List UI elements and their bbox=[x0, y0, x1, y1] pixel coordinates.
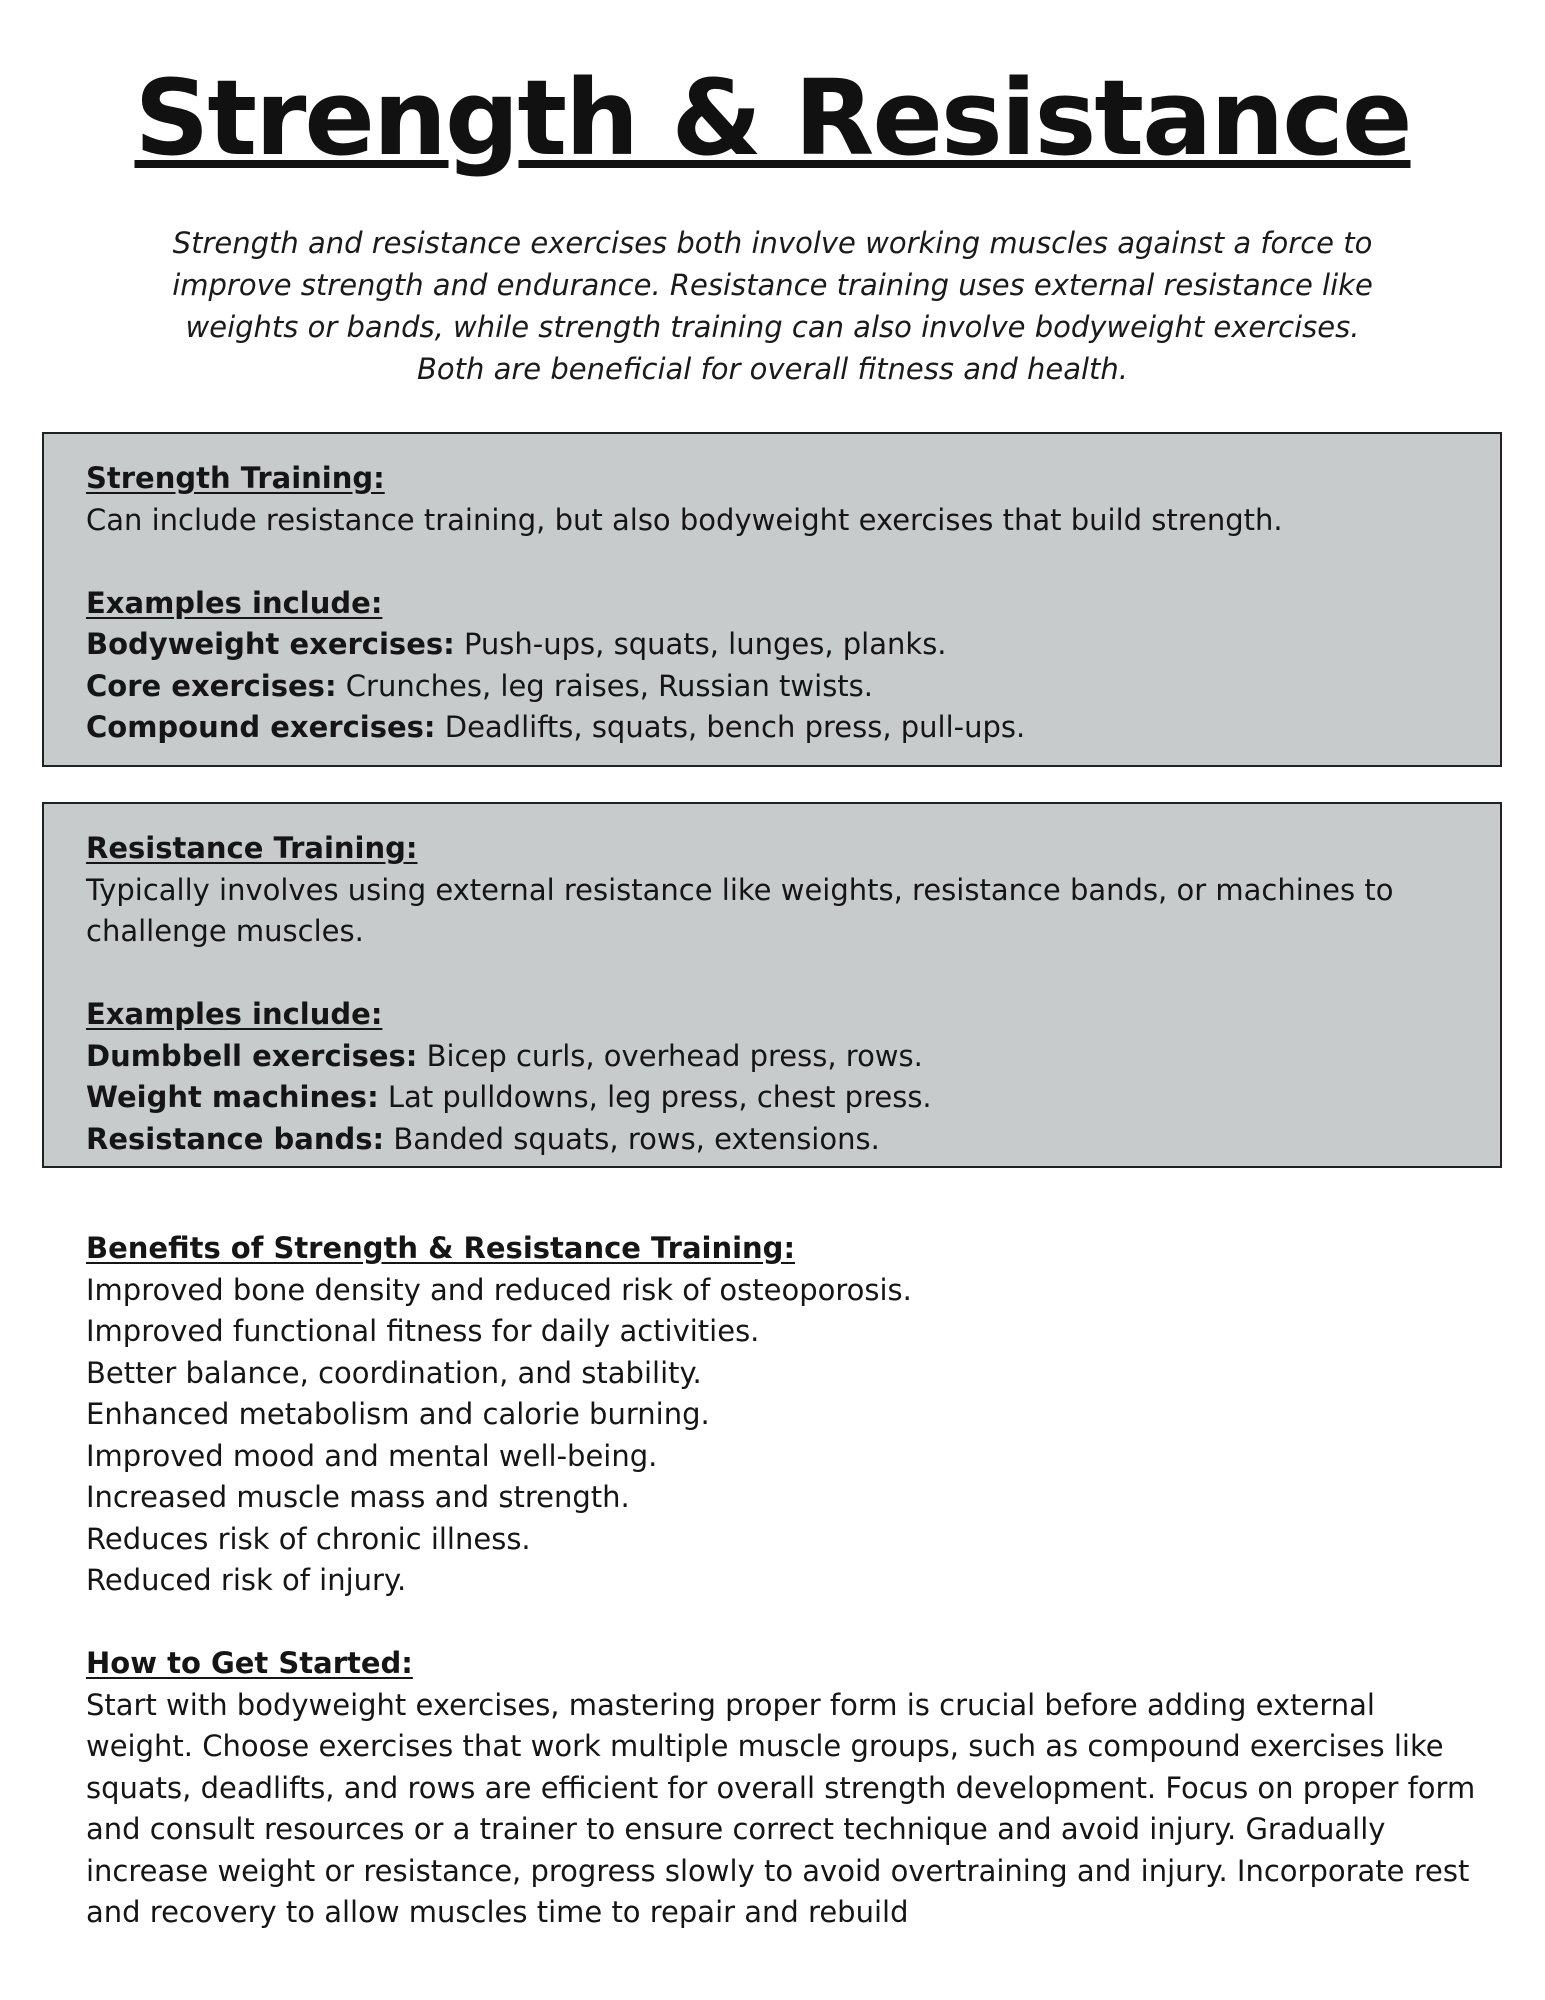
example-text: Deadlifts, squats, bench press, pull-ups. bbox=[444, 710, 1026, 744]
example-label: Dumbbell exercises: bbox=[86, 1038, 418, 1073]
getting-started-heading: How to Get Started: bbox=[86, 1646, 413, 1680]
benefit-item: Improved mood and mental well-being. bbox=[86, 1438, 658, 1473]
example-label: Weight machines: bbox=[86, 1080, 379, 1114]
benefit-item: Better balance, coordination, and stability. bbox=[86, 1355, 702, 1390]
benefit-item: Reduces risk of chronic illness. bbox=[86, 1521, 531, 1556]
strength-training-box bbox=[42, 432, 1502, 767]
benefit-item: Improved functional fitness for daily activities. bbox=[86, 1314, 760, 1348]
benefits-section bbox=[86, 1228, 1486, 1602]
example-text: Lat pulldowns, leg press, chest press. bbox=[387, 1080, 932, 1114]
example-item bbox=[86, 1119, 1458, 1161]
strength-training-heading: Strength Training: bbox=[86, 461, 385, 495]
resistance-training-box bbox=[42, 802, 1502, 1168]
example-label: Resistance bands: bbox=[86, 1121, 385, 1156]
example-text: Crunches, leg raises, Russian twists. bbox=[345, 668, 874, 703]
example-label: Compound exercises: bbox=[86, 710, 436, 744]
getting-started-text: Start with bodyweight exercises, mastering proper form is crucial before adding external weight. Choose exercises that work multiple muscle groups, such as compound exercises like squats, deadlifts, and rows are efficient for overall strength development. Focus on proper form and consult resources or a trainer to ensure correct technique and avoid injury. Gradually increase weight or resistance, progress slowly to avoid overtraining and injury. Incorporate rest and recovery to allow muscles time to repair and rebuild bbox=[86, 1687, 1476, 1929]
benefit-item: Improved bone density and reduced risk of osteoporosis. bbox=[86, 1272, 912, 1307]
intro-paragraph: Strength and resistance exercises both involve working muscles against a force to improve strength and endurance. Resistance training uses external resistance like weights or bands, while strength training can also involve bodyweight exercises. Both are beneficial for overall fitness and health. bbox=[172, 226, 1373, 386]
example-label: Bodyweight exercises: bbox=[86, 627, 455, 661]
example-text: Banded squats, rows, extensions. bbox=[393, 1121, 880, 1156]
example-item bbox=[86, 1036, 1458, 1078]
strength-training-description: Can include resistance training, but also bodyweight exercises that build strength. bbox=[86, 502, 1283, 537]
example-label: Core exercises: bbox=[86, 668, 337, 703]
example-text: Push-ups, squats, lunges, planks. bbox=[463, 627, 947, 661]
benefit-item: Reduced risk of injury. bbox=[86, 1563, 407, 1597]
benefit-item: Increased muscle mass and strength. bbox=[86, 1480, 630, 1514]
example-text: Bicep curls, overhead press, rows. bbox=[426, 1038, 923, 1073]
resistance-training-heading: Resistance Training: bbox=[86, 831, 418, 865]
example-item bbox=[86, 666, 1458, 708]
page-title: Strength & Resistance bbox=[134, 57, 1411, 179]
strength-examples-heading: Examples include: bbox=[86, 585, 383, 620]
resistance-training-description: Typically involves using external resistance like weights, resistance bands, or machines to challenge muscles. bbox=[86, 872, 1394, 948]
example-item bbox=[86, 1077, 1458, 1119]
example-item bbox=[86, 707, 1458, 749]
benefits-heading: Benefits of Strength & Resistance Training: bbox=[86, 1231, 796, 1265]
resistance-examples-heading: Examples include: bbox=[86, 997, 383, 1031]
getting-started-section bbox=[86, 1643, 1486, 1934]
example-item bbox=[86, 624, 1458, 666]
benefit-item: Enhanced metabolism and calorie burning. bbox=[86, 1397, 710, 1431]
